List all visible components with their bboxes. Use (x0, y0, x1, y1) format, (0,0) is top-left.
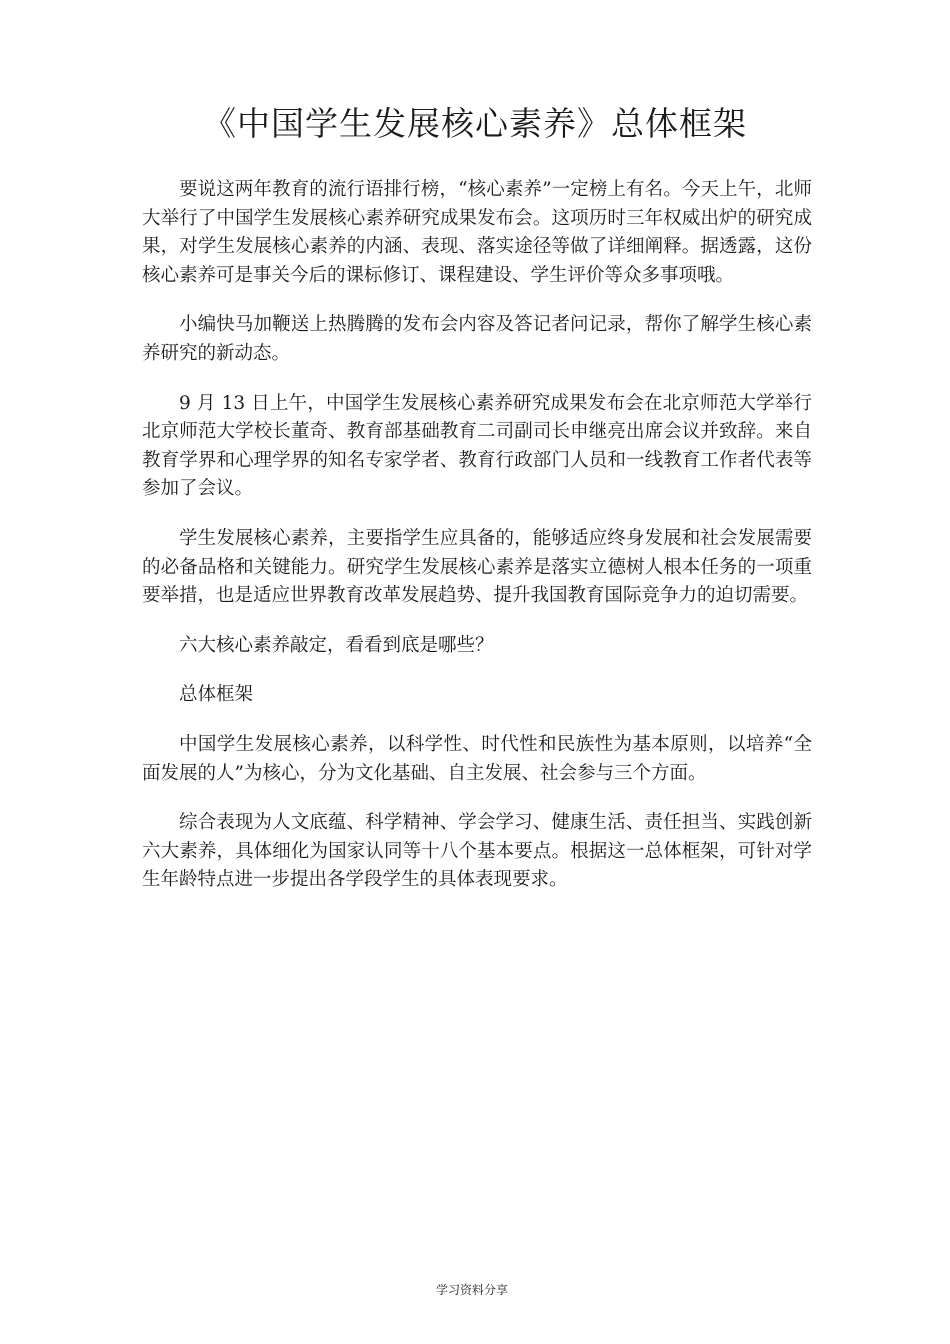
paragraph-framework-heading: 总体框架 (179, 684, 254, 706)
paragraph-framework-details: 综合表现为人文底蕴、科学精神、学会学习、健康生活、责任担当、实践创新六大素养，具体细化为国家认同等十八个基本要点。根据这一总体框架，可针对学生年龄特点进一步提出各学段学生的具体表现要求。 (142, 812, 812, 891)
document-title: 《中国学生发展核心素养》总体框架 (203, 104, 747, 143)
paragraph-conference: 9 月 13 日上午，中国学生发展核心素养研究成果发布会在北京师范大学举行北京师范大学校长董奇、教育部基础教育二司副司长申继亮出席会议并致辞。来自教育学界和心理学界的知名专家学者、教育行政部门人员和一线教育工作者代表等参加了会议。 (142, 392, 812, 500)
paragraph-six-literacies: 六大核心素养敲定，看看到底是哪些？ (179, 634, 494, 656)
paragraph-intro: 要说这两年教育的流行语排行榜，“核心素养”一定榜上有名。今天上午，北师大举行了中国学生发展核心素养研究成果发布会。这项历时三年权威出炉的研究成果，对学生发展核心素养的内涵、表现、落实途径等做了详细阐释。据透露，这份核心素养可是事关今后的课标修订、课程建设、学生评价等众多事项哦。 (142, 179, 812, 286)
paragraph-definition: 学生发展核心素养，主要指学生应具备的，能够适应终身发展和社会发展需要的必备品格和关键能力。研究学生发展核心素养是落实立德树人根本任务的一项重要举措，也是适应世界教育改革发展趋势、提升我国教育国际竞争力的迫切需要。 (142, 527, 812, 607)
paragraph-editor-note: 小编快马加鞭送上热腾腾的发布会内容及答记者问记录，帮你了解学生核心素养研究的新动态。 (142, 314, 812, 364)
page-footer: 学习资料分享 (436, 1283, 509, 1297)
document-body (142, 176, 812, 916)
paragraph-framework-principles: 中国学生发展核心素养，以科学性、时代性和民族性为基本原则，以培养“全面发展的人”为核心，分为文化基础、自主发展、社会参与三个方面。 (142, 733, 812, 784)
